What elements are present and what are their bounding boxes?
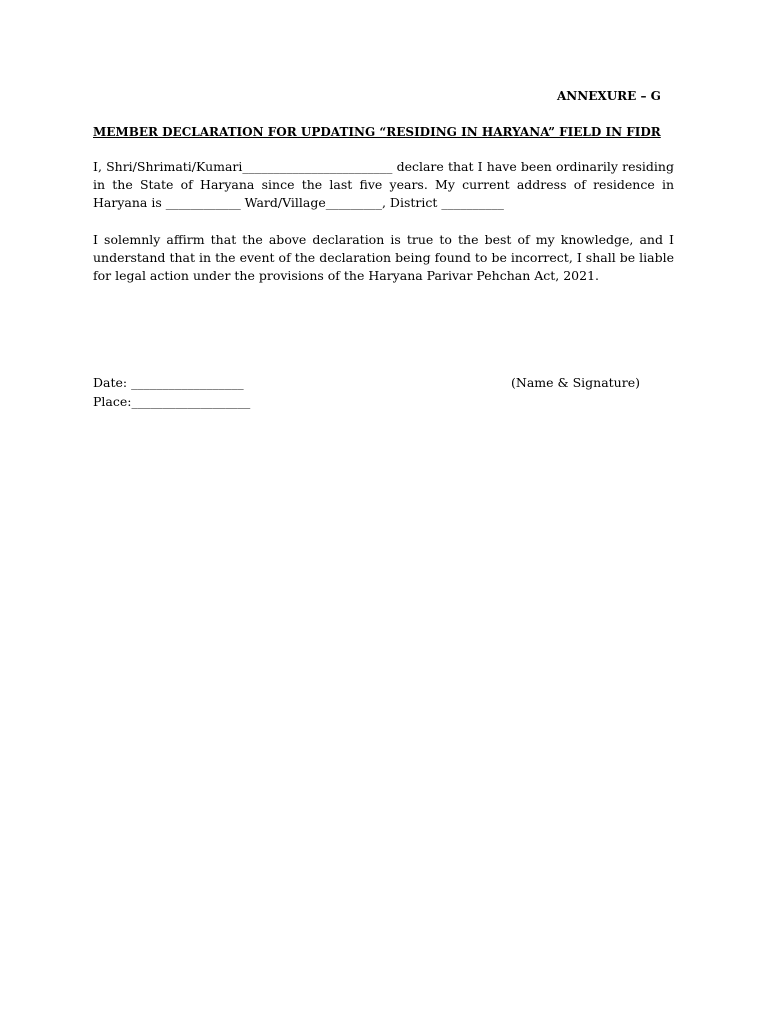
- signature-label: (Name & Signature): [511, 375, 640, 390]
- place-field: Place:___________________: [93, 394, 251, 409]
- document-title: MEMBER DECLARATION FOR UPDATING “RESIDING IN HARYANA” FIELD IN FIDR: [93, 125, 661, 139]
- annexure-label: ANNEXURE – G: [557, 89, 661, 103]
- affirmation-paragraph: I solemnly affirm that the above declaration is true to the best of my knowledge, and I understand that in the event of the declaration being found to be incorrect, I shall be liable for legal action under the provisions of the Haryana Parivar Pehchan Act, 2021.: [93, 232, 674, 283]
- date-field: Date: __________________: [93, 375, 244, 390]
- declaration-paragraph: I, Shri/Shrimati/Kumari________________________ declare that I have been ordinarily residing in the State of Haryana since the last five years. My current address of residence in Haryana is ____________ Ward/Village_________, District __________: [93, 159, 674, 210]
